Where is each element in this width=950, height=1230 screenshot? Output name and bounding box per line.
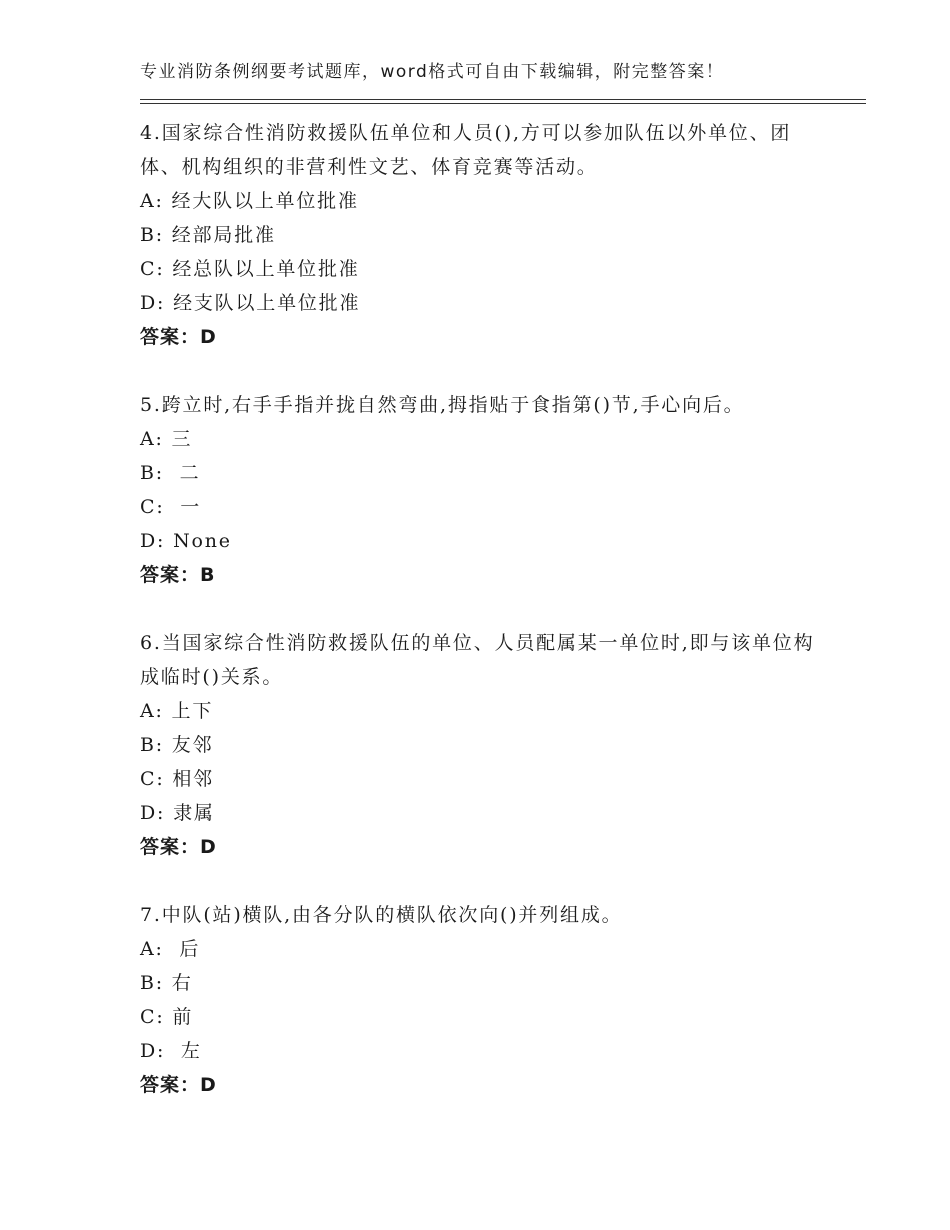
option-b: B: 友邻 [140, 734, 214, 756]
question-5 [140, 388, 820, 592]
option-d: D: 隶属 [140, 802, 215, 824]
option-b: B: 经部局批准 [140, 224, 276, 246]
question-text: 6.当国家综合性消防救援队伍的单位、人员配属某一单位时,即与该单位构成临时()关系。 [140, 632, 815, 688]
option-c: C: 前 [140, 1006, 194, 1028]
header-rule-bottom [140, 103, 866, 104]
option-b: B: 二 [140, 462, 201, 484]
question-list [140, 116, 820, 1136]
option-b: B: 右 [140, 972, 193, 994]
question-text: 4.国家综合性消防救援队伍单位和人员(),方可以参加队伍以外单位、团体、机构组织的非营利性文艺、体育竞赛等活动。 [140, 122, 792, 178]
option-a: A: 经大队以上单位批准 [140, 190, 359, 212]
option-d: D: 左 [140, 1040, 202, 1062]
question-text: 7.中队(站)横队,由各分队的横队依次向()并列组成。 [140, 904, 623, 926]
option-c: C: 一 [140, 496, 202, 518]
header-rule-top [140, 99, 866, 100]
document-header: 专业消防条例纲要考试题库，word格式可自由下载编辑，附完整答案！ [140, 62, 725, 82]
question-6 [140, 626, 820, 864]
answer: 答案：D [140, 1074, 217, 1096]
option-d: D: None [140, 530, 232, 552]
option-a: A: 上下 [140, 700, 214, 722]
question-text: 5.跨立时,右手手指并拢自然弯曲,拇指贴于食指第()节,手心向后。 [140, 394, 745, 416]
option-c: C: 经总队以上单位批准 [140, 258, 360, 280]
question-7 [140, 898, 820, 1102]
option-c: C: 相邻 [140, 768, 214, 790]
answer: 答案：B [140, 564, 216, 586]
option-a: A: 三 [140, 428, 193, 450]
answer: 答案：D [140, 836, 217, 858]
option-d: D: 经支队以上单位批准 [140, 292, 361, 314]
answer: 答案：D [140, 326, 217, 348]
question-4 [140, 116, 820, 354]
option-a: A: 后 [140, 938, 201, 960]
